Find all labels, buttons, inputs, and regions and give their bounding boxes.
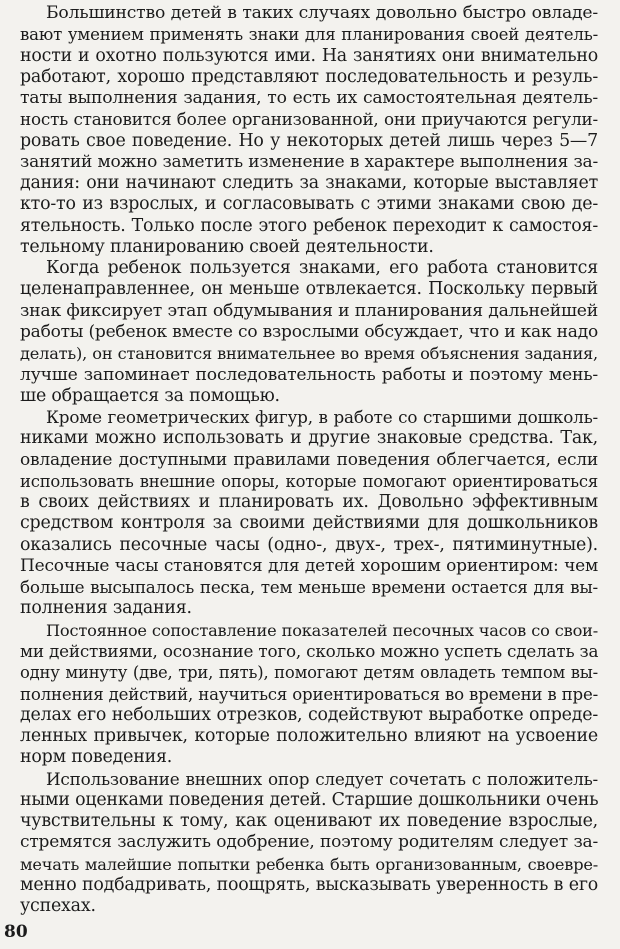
text-line: полнения задания. xyxy=(20,598,192,619)
paragraph xyxy=(20,620,598,769)
text-line: средством контроля за своими действиями для дошкольников xyxy=(20,513,598,534)
text-line: ми действиями, осознание того, сколько можно успеть сделать за xyxy=(20,640,599,661)
text-line: менно подбадривать, поощрять, высказывать уверенность в его xyxy=(20,874,598,895)
text-line: больше высыпалось песка, тем меньше времени остается для вы- xyxy=(20,577,598,598)
text-line: оказались песочные часы (одно-, двух-, трех-, пятиминутные). xyxy=(20,534,598,555)
text-line: норм поведения. xyxy=(20,747,173,768)
text-line: мечать малейшие попытки ребенка быть организованным, своевре- xyxy=(20,854,598,874)
text-line: овладение доступными правилами поведения облегчается, если xyxy=(20,449,598,470)
paragraph xyxy=(20,407,598,620)
text-line: никами можно использовать и другие знаковые средства. Так, xyxy=(20,428,598,449)
text-line: Песочные часы становятся для детей хорошим ориентиром: чем xyxy=(20,555,598,576)
text-line: делать), он становится внимательнее во время объяснения задания, xyxy=(20,344,598,364)
text-line: вают умением применять знаки для планирования своей деятель- xyxy=(20,25,598,45)
text-line: стремятся заслужить одобрение, поэтому родителям следует за- xyxy=(20,832,598,853)
text-line: Когда ребенок пользуется знаками, его работа становится xyxy=(46,258,598,279)
text-line: работают, хорошо представляют последовательность и резуль- xyxy=(20,66,598,87)
text-line: в своих действиях и планировать их. Довольно эффективным xyxy=(20,492,598,513)
text-line: чувствительны к тому, как оценивают их поведение взрослые, xyxy=(20,811,598,832)
text-line: кто-то из взрослых, и согласовывать с этими знаками свою де- xyxy=(20,194,598,215)
text-line: ленных привычек, которые положительно влияют на усвоение xyxy=(20,726,598,747)
text-line: ность становится более организованной, они приучаются регули- xyxy=(20,109,598,130)
paragraph xyxy=(20,258,598,407)
text-line: делах его небольших отрезков, содействуют выработке опреде- xyxy=(20,704,598,725)
text-line: одну минуту (две, три, пять), помогают детям овладеть темпом вы- xyxy=(20,663,598,683)
text-line: тельному планированию своей деятельности. xyxy=(20,236,434,257)
text-line: занятий можно заметить изменение в характере выполнения за- xyxy=(20,151,598,172)
body-text xyxy=(20,3,598,917)
text-line: целенаправленнее, он меньше отвлекается. Поскольку первый xyxy=(20,279,598,300)
text-line: успехах. xyxy=(20,896,96,917)
text-line: таты выполнения задания, то есть их самостоятельная деятель- xyxy=(20,88,598,109)
paragraph xyxy=(20,769,598,918)
text-line: Использование внешних опор следует сочетать с положитель- xyxy=(46,768,598,789)
paragraph xyxy=(20,3,598,258)
text-line: Большинство детей в таких случаях довольно быстро овладе- xyxy=(46,3,598,23)
text-line: ными оценками поведения детей. Старшие дошкольники очень xyxy=(20,789,599,810)
text-line: ности и охотно пользуются ими. На занятиях они внимательно xyxy=(20,45,598,66)
text-line: ровать свое поведение. Но у некоторых детей лишь через 5—7 xyxy=(20,130,598,151)
text-line: полнения действий, научиться ориентироваться во времени в пре- xyxy=(20,684,598,704)
text-line: лучше запоминает последовательность работы и поэтому мень- xyxy=(20,364,598,385)
text-line: Кроме геометрических фигур, в работе со старшими дошколь- xyxy=(46,407,598,428)
text-line: знак фиксирует этап обдумывания и планирования дальнейшей xyxy=(20,300,598,321)
text-line: ше обращается за помощью. xyxy=(20,385,280,406)
page-number: 80 xyxy=(4,922,28,942)
text-line: использовать внешние опоры, которые помогают ориентироваться xyxy=(20,471,598,491)
text-line: Постоянное сопоставление показателей песочных часов со свои- xyxy=(46,620,598,640)
text-line: работы (ребенок вместе со взрослыми обсуждает, что и как надо xyxy=(20,321,598,342)
text-line: ятельность. Только после этого ребенок переходит к самостоя- xyxy=(20,215,598,236)
text-line: дания: они начинают следить за знаками, которые выставляет xyxy=(20,173,598,194)
